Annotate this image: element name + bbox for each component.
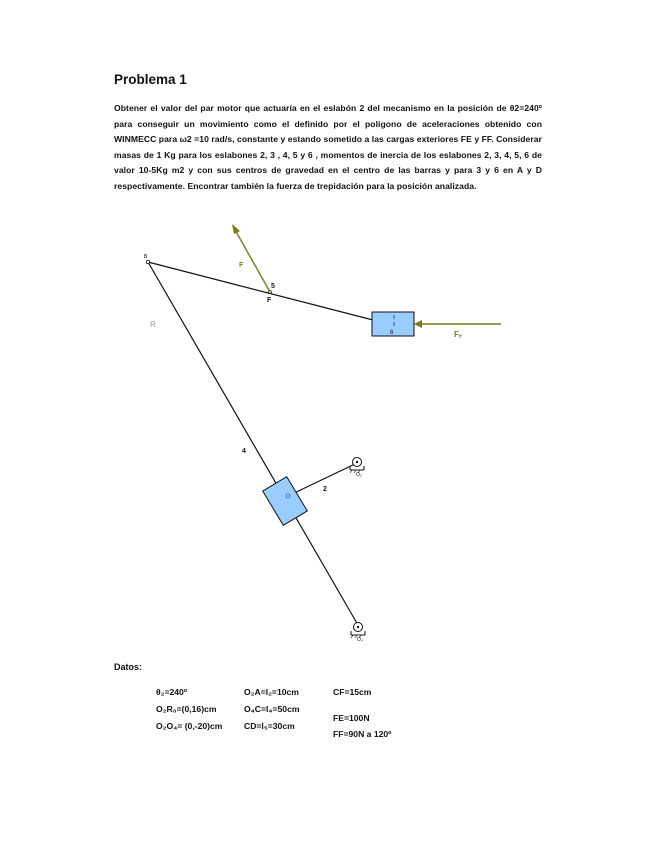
problem-title: Problema 1 <box>114 72 187 87</box>
label-ground-o4: O₄ <box>357 637 363 643</box>
label-point-r: R <box>150 320 156 329</box>
force-f-arrowhead <box>232 224 240 234</box>
datos-theta: θ₂=240º <box>156 687 187 697</box>
label-link-2: 2 <box>323 486 327 493</box>
label-point-b: B <box>144 254 148 260</box>
datos-cf: CF=15cm <box>333 687 372 697</box>
datos-o2o4: O₂O₄= (0,-20)cm <box>156 721 223 731</box>
datos-o2r: O₂R₀=(0,16)cm <box>156 704 217 714</box>
force-fe-arrowhead <box>414 320 422 328</box>
force-f-arrow <box>234 228 270 292</box>
label-slider-6: 6 <box>390 330 394 336</box>
datos-o2a: O₂A=l₂=10cm <box>244 687 299 697</box>
label-ground-o2: O₂ <box>356 472 362 478</box>
label-link-5: 5 <box>271 283 275 290</box>
label-force-fe: Fₑ <box>454 330 462 339</box>
datos-cd: CD=l₅=30cm <box>244 721 295 731</box>
link-4 <box>148 262 358 625</box>
link-5 <box>148 262 373 320</box>
problem-statement: Obtener el valor del par motor que actuaría en el eslabón 2 del mecanismo en la posición de θ2=240º para conseguir un movimiento como el definido por el polígono de aceleraciones obtenido con WINMECC para ω2 =10 rad/s, constante y estando sometido a las cargas exteriores FE y FF. Considerar masas de 1 Kg para los eslabones 2, 3 , 4, 5 y 6 , momentos de inercia de los eslabones 2, 3, 4, 5, 6 de valor 10-5Kg m2 y con sus centros de gravedad en el centro de las barras y para 3 y 6 en A y D respectivamente. Encontrar también la fuerza de trepidación para la posición analizada. <box>114 103 542 191</box>
slider-block-3 <box>263 477 308 526</box>
datos-ff: FF=90N a 120º <box>333 729 392 739</box>
datos-o4c: O₄C=l₄=50cm <box>244 704 300 714</box>
ground-support-o4 <box>351 623 365 639</box>
label-force-f: F <box>239 262 244 269</box>
label-link-4: 4 <box>242 448 246 455</box>
datos-label: Datos: <box>114 662 143 672</box>
label-point-f: F <box>267 297 272 304</box>
datos-fe: FE=100N <box>333 713 370 723</box>
